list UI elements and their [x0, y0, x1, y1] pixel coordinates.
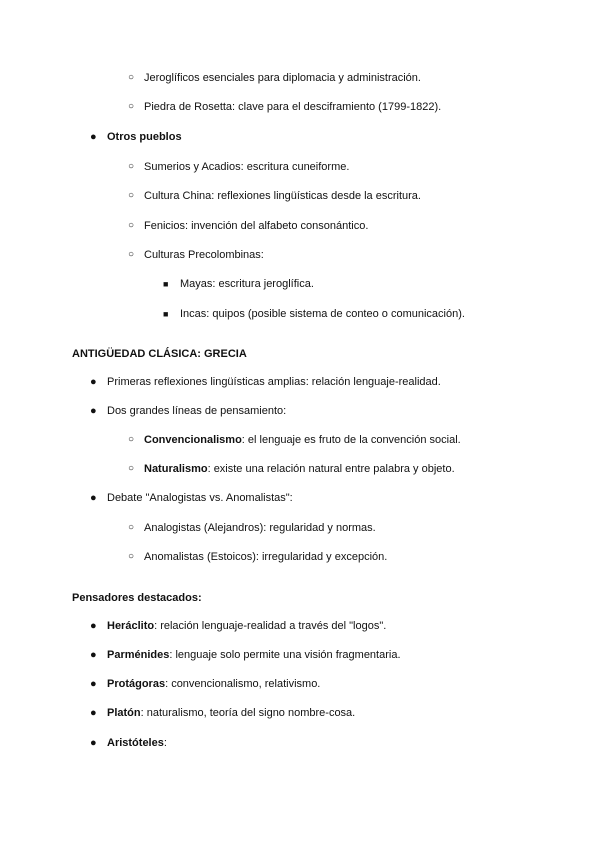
list-item-text: Culturas Precolombinas:	[144, 249, 264, 261]
circle-bullet-icon: ○	[128, 190, 135, 201]
list-item-text: Dos grandes líneas de pensamiento:	[107, 405, 287, 417]
circle-bullet-icon: ○	[128, 161, 135, 172]
disc-bullet-icon: ●	[90, 131, 97, 143]
term-bold: Convencionalismo	[144, 434, 242, 446]
circle-bullet-icon: ○	[128, 551, 135, 562]
list-item-label: Otros pueblos	[107, 131, 182, 143]
list-item-text: Primeras reflexiones lingüísticas amplias: relación lenguaje-realidad.	[107, 376, 441, 388]
disc-bullet-icon: ●	[90, 678, 97, 690]
thinker-name: Aristóteles	[107, 737, 164, 749]
term-bold: Naturalismo	[144, 463, 208, 475]
term-description: : existe una relación natural entre palabra y objeto.	[207, 463, 455, 475]
circle-bullet-icon: ○	[128, 463, 135, 474]
list-item-text	[144, 433, 461, 447]
list-item-text	[107, 706, 355, 720]
circle-bullet-icon: ○	[128, 101, 135, 112]
circle-bullet-icon: ○	[128, 220, 135, 231]
list-item-text	[107, 648, 401, 662]
list-item-text: Sumerios y Acadios: escritura cuneiforme.	[144, 161, 350, 173]
disc-bullet-icon: ●	[90, 376, 97, 388]
thinker-description: : naturalismo, teoría del signo nombre-cosa.	[140, 707, 356, 719]
thinker-description: : lenguaje solo permite una visión fragmentaria.	[169, 649, 401, 661]
list-item-text: Incas: quipos (posible sistema de conteo o comunicación).	[180, 308, 465, 320]
thinker-description: : relación lenguaje-realidad a través del "logos".	[154, 620, 387, 632]
circle-bullet-icon: ○	[128, 522, 135, 533]
thinker-name: Heráclito	[107, 620, 155, 632]
disc-bullet-icon: ●	[90, 492, 97, 504]
list-item-text: Mayas: escritura jeroglífica.	[180, 278, 314, 290]
thinker-name: Platón	[107, 707, 141, 719]
disc-bullet-icon: ●	[90, 649, 97, 661]
square-bullet-icon: ■	[163, 309, 169, 319]
disc-bullet-icon: ●	[90, 620, 97, 632]
thinker-name: Parménides	[107, 649, 170, 661]
list-item-text: Debate "Analogistas vs. Anomalistas":	[107, 492, 293, 504]
thinker-description: : convencionalismo, relativismo.	[165, 678, 321, 690]
list-item-text: Cultura China: reflexiones lingüísticas desde la escritura.	[144, 190, 421, 202]
circle-bullet-icon: ○	[128, 249, 135, 260]
disc-bullet-icon: ●	[90, 707, 97, 719]
list-item-text: Fenicios: invención del alfabeto consonántico.	[144, 220, 369, 232]
square-bullet-icon: ■	[163, 279, 169, 289]
section-heading-grecia: ANTIGÜEDAD CLÁSICA: GRECIA	[72, 348, 247, 360]
disc-bullet-icon: ●	[90, 737, 97, 749]
list-item-text: Piedra de Rosetta: clave para el desciframiento (1799-1822).	[144, 101, 442, 113]
list-item-text: Jeroglíficos esenciales para diplomacia y administración.	[144, 72, 421, 84]
list-item-text	[107, 619, 386, 633]
thinker-name: Protágoras	[107, 678, 166, 690]
list-item-text: Anomalistas (Estoicos): irregularidad y excepción.	[144, 551, 388, 563]
list-item-text: Analogistas (Alejandros): regularidad y normas.	[144, 522, 376, 534]
term-description: : el lenguaje es fruto de la convención social.	[241, 434, 461, 446]
thinker-description: :	[163, 737, 167, 749]
list-item-text	[107, 677, 320, 691]
disc-bullet-icon: ●	[90, 405, 97, 417]
circle-bullet-icon: ○	[128, 434, 135, 445]
list-item-text	[107, 736, 167, 750]
list-item-text	[144, 462, 455, 476]
circle-bullet-icon: ○	[128, 72, 135, 83]
section-heading-pensadores: Pensadores destacados:	[72, 592, 202, 604]
